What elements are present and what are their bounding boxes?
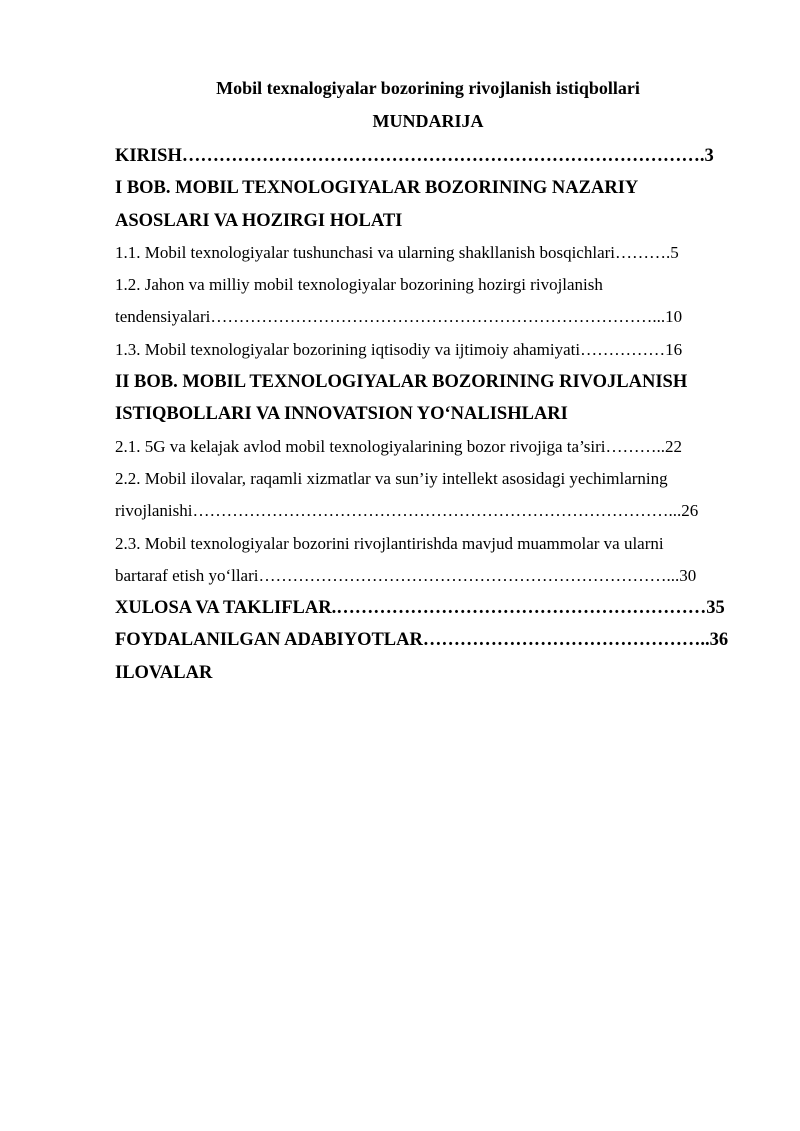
toc-section-2-2-line-1: 2.2. Mobil ilovalar, raqamli xizmatlar va sun’iy intellekt asosidagi yechimlarning bbox=[115, 468, 668, 488]
toc-section-1-1: 1.1. Mobil texnologiyalar tushunchasi va ularning shakllanish bosqichlari……….5 bbox=[115, 242, 679, 262]
toc-entry-kirish: KIRISH………………………………………………………………………….3 bbox=[115, 146, 714, 166]
toc-chapter-2-line-1: II BOB. MOBIL TEXNOLOGIYALAR BOZORINING RIVOJLANISH bbox=[115, 372, 688, 393]
toc-entry-ilovalar: ILOVALAR bbox=[115, 662, 213, 683]
toc-entry-adabiyotlar: FOYDALANILGAN ADABIYOTLAR………………………………………..36 bbox=[115, 630, 729, 651]
table-of-contents bbox=[115, 140, 745, 689]
toc-section-1-2-line-1: 1.2. Jahon va milliy mobil texnologiyalar bozorining hozirgi rivojlanish bbox=[115, 275, 603, 295]
toc-section-2-2-line-2: rivojlanishi…………………………………………………………………………...26 bbox=[115, 501, 699, 521]
toc-section-1-2-line-2: tendensiyalari……………………………………………………………………...10 bbox=[115, 307, 683, 327]
toc-chapter-2-line-2: ISTIQBOLLARI VA INNOVATSION YO‘NALISHLARI bbox=[115, 404, 568, 425]
toc-chapter-1-line-1: I BOB. MOBIL TEXNOLOGIYALAR BOZORINING NAZARIY bbox=[115, 178, 639, 199]
contents-heading: MUNDARIJA bbox=[372, 111, 484, 131]
toc-section-2-1: 2.1. 5G va kelajak avlod mobil texnologiyalarining bozor rivojiga ta’siri………..22 bbox=[115, 436, 683, 456]
document-title: Mobil texnalogiyalar bozorining rivojlanish istiqbollari bbox=[216, 78, 640, 98]
toc-entry-xulosa: XULOSA VA TAKLIFLAR.……………………………………………………35 bbox=[115, 598, 725, 619]
toc-section-2-3-line-1: 2.3. Mobil texnologiyalar bozorini rivojlantirishda mavjud muammolar va ularni bbox=[115, 533, 664, 553]
toc-chapter-1-line-2: ASOSLARI VA HOZIRGI HOLATI bbox=[115, 210, 403, 231]
toc-section-2-3-line-2: bartaraf etish yo‘llari………………………………………………………………...30 bbox=[115, 565, 697, 585]
toc-section-1-3: 1.3. Mobil texnologiyalar bozorining iqtisodiy va ijtimoiy ahamiyati……………16 bbox=[115, 339, 683, 359]
